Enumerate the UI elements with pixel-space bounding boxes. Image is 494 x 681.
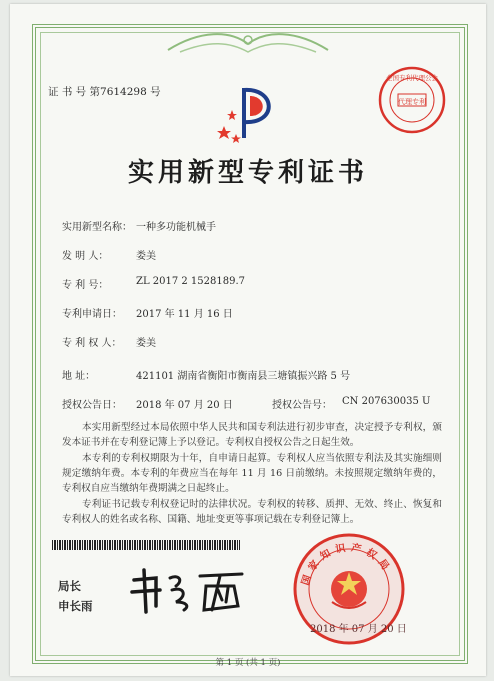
body-paragraph-3: 专利证书记载专利权登记时的法律状况。专利权的转移、质押、无效、终止、恢复和专利权人的姓名或名称、国籍、地址变更等事项记载在专利登记簿上。	[62, 499, 442, 525]
address-label: 地 址：	[62, 371, 96, 382]
certificate-sheet	[10, 4, 486, 676]
svg-text:全国专利代理公会: 全国专利代理公会	[386, 74, 438, 82]
name-value: 一种多功能机械手	[136, 222, 216, 233]
patent-number-label: 专 利 号：	[62, 280, 109, 291]
patentee-value: 娄美	[136, 338, 156, 349]
patent-number-value: ZL 2017 2 1528189.7	[136, 276, 246, 287]
grant-number-value: CN 207630035 U	[342, 396, 431, 407]
patentee-label: 专 利 权 人：	[62, 338, 122, 349]
svg-text:代理专利: 代理专利	[398, 98, 426, 106]
body-paragraph-1: 本实用新型经过本局依照中华人民共和国专利法进行初步审查，决定授予专利权，颁发本证书并在专利登记簿上予以登记。专利权自授权公告之日起生效。	[62, 422, 442, 448]
inventor-label: 发 明 人：	[62, 251, 109, 262]
inventor-value: 娄美	[136, 251, 156, 262]
grant-date-label: 授权公告日：	[62, 400, 122, 411]
page-title: 实用新型专利证书	[127, 158, 368, 188]
grant-date-value: 2018 年 07 月 20 日	[136, 400, 233, 411]
address-value: 421101 湖南省衡阳市衡南县三塘镇振兴路 5 号	[136, 371, 351, 382]
barcode	[52, 540, 240, 550]
certificate-number: 证 书 号 第7614298 号	[48, 86, 161, 98]
grant-number-label: 授权公告号：	[272, 400, 332, 411]
patent-office-logo-icon	[214, 82, 284, 144]
corner-stamp-icon	[376, 64, 448, 136]
name-label: 实用新型名称：	[62, 222, 132, 233]
filing-date-value: 2017 年 11 月 16 日	[136, 309, 233, 320]
svg-text:国家知识产权局: 国家知识产权局	[300, 542, 394, 587]
director-title: 局长	[58, 579, 81, 593]
handwritten-signature-icon	[126, 566, 252, 616]
seal-date: 2018 年 07 月 20 日	[310, 624, 407, 635]
filing-date-label: 专利申请日：	[62, 309, 122, 320]
page-footer: 第 1 页 (共 1 页)	[215, 658, 281, 668]
body-paragraph-2: 本专利的专利权期限为十年，自申请日起算。专利权人应当依照专利法及其实施细则规定缴纳年费。本专利的年费应当在每年 11 月 16 日前缴纳。未按照规定缴纳年费的，专利权自应当缴纳年费期满之日起终止。	[62, 453, 442, 494]
director-name: 申长雨	[58, 599, 93, 613]
top-ornament-icon	[160, 26, 336, 60]
